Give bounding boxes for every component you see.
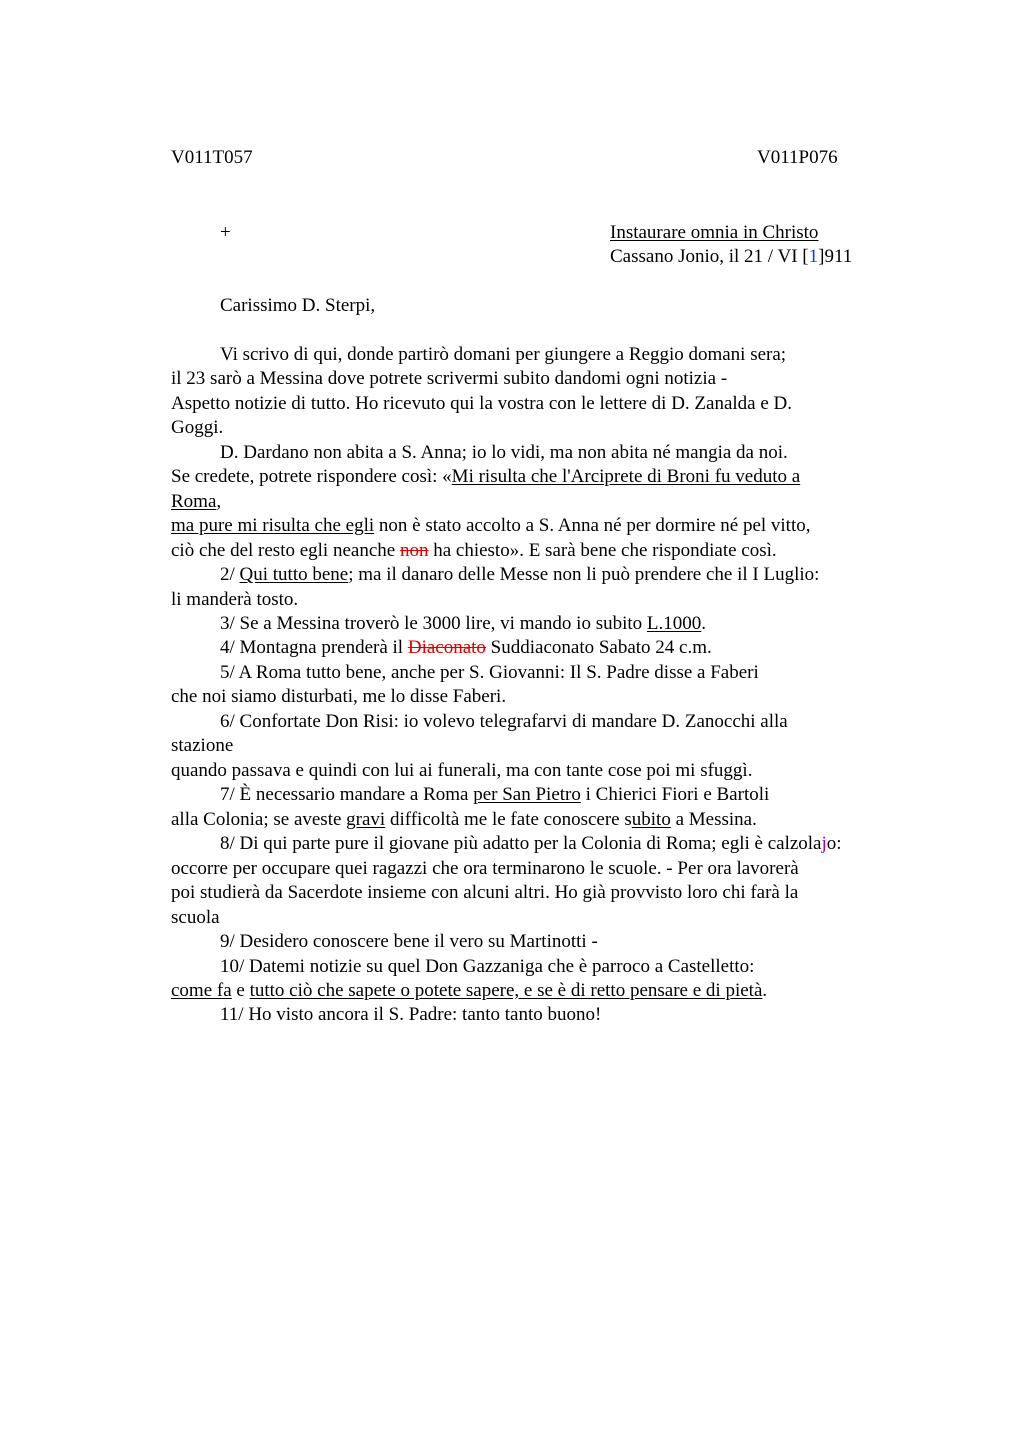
text-line: alla Colonia; se aveste gravi difficoltà me le fate conoscere subito a Messina. bbox=[171, 809, 757, 830]
text-line: che noi siamo disturbati, me lo disse Faberi. bbox=[171, 686, 507, 707]
text-line: il 23 sarò a Messina dove potrete scrivermi subito dandomi ogni notizia - bbox=[171, 368, 728, 389]
text-line: 8/ Di qui parte pure il giovane più adatto per la Colonia di Roma; egli è calzolajo: bbox=[220, 833, 842, 854]
text-line: Roma, bbox=[171, 491, 222, 512]
text-line: come fa e tutto ciò che sapete o potete sapere, e se è di retto pensare e di pietà. bbox=[171, 980, 768, 1001]
cross-symbol: + bbox=[220, 222, 231, 243]
text-line: Goggi. bbox=[171, 417, 224, 438]
document-code-right: V011P076 bbox=[757, 147, 838, 168]
text-line: 5/ A Roma tutto bene, anche per S. Giovanni: Il S. Padre disse a Faberi bbox=[220, 662, 759, 683]
text-line: Vi scrivo di qui, donde partirò domani per giungere a Reggio domani sera; bbox=[220, 344, 787, 365]
place-date: Cassano Jonio, il 21 / VI [1]911 bbox=[610, 246, 853, 267]
text-line: ciò che del resto egli neanche non ha chiesto». E sarà bene che rispondiate così. bbox=[171, 540, 777, 561]
deleted-word: Diaconato bbox=[407, 637, 486, 658]
text-line: 9/ Desidero conoscere bene il vero su Martinotti - bbox=[220, 931, 598, 952]
text-line: li manderà tosto. bbox=[171, 589, 299, 610]
text-line: occorre per occupare quei ragazzi che ora terminarono le scuole. - Per ora lavorerà bbox=[171, 858, 799, 879]
text-line: 6/ Confortate Don Risi: io volevo telegrafarvi di mandare D. Zanocchi alla bbox=[220, 711, 788, 732]
salutation: Carissimo D. Sterpi, bbox=[220, 295, 376, 316]
motto: Instaurare omnia in Christo bbox=[610, 222, 819, 243]
text-line: 4/ Montagna prenderà il Diaconato Suddiaconato Sabato 24 c.m. bbox=[220, 637, 712, 658]
deleted-word: non bbox=[399, 540, 429, 561]
text-line: D. Dardano non abita a S. Anna; io lo vidi, ma non abita né mangia da noi. bbox=[220, 442, 788, 463]
text-line: ma pure mi risulta che egli non è stato accolto a S. Anna né per dormire né pel vitto, bbox=[171, 515, 811, 536]
text-line: Aspetto notizie di tutto. Ho ricevuto qui la vostra con le lettere di D. Zanalda e D. bbox=[171, 393, 793, 414]
text-line: 11/ Ho visto ancora il S. Padre: tanto tanto buono! bbox=[220, 1004, 602, 1025]
document-code-left: V011T057 bbox=[171, 147, 253, 168]
text-line: 2/ Qui tutto bene; ma il danaro delle Messe non li può prendere che il I Luglio: bbox=[220, 564, 820, 585]
text-line: Se credete, potrete rispondere così: «Mi risulta che l'Arciprete di Broni fu veduto a bbox=[171, 466, 801, 487]
text-line: scuola bbox=[171, 907, 220, 928]
text-line: quando passava e quindi con lui ai funerali, ma con tante cose poi mi sfuggì. bbox=[171, 760, 753, 781]
text-line: 7/ È necessario mandare a Roma per San Pietro i Chierici Fiori e Bartoli bbox=[220, 784, 770, 805]
text-line: poi studierà da Sacerdote insieme con alcuni altri. Ho già provvisto loro chi farà la bbox=[171, 882, 799, 903]
text-line: 3/ Se a Messina troverò le 3000 lire, vi mando io subito L.1000. bbox=[220, 613, 707, 634]
text-line: 10/ Datemi notizie su quel Don Gazzaniga che è parroco a Castelletto: bbox=[220, 956, 755, 977]
text-line: stazione bbox=[171, 735, 234, 756]
